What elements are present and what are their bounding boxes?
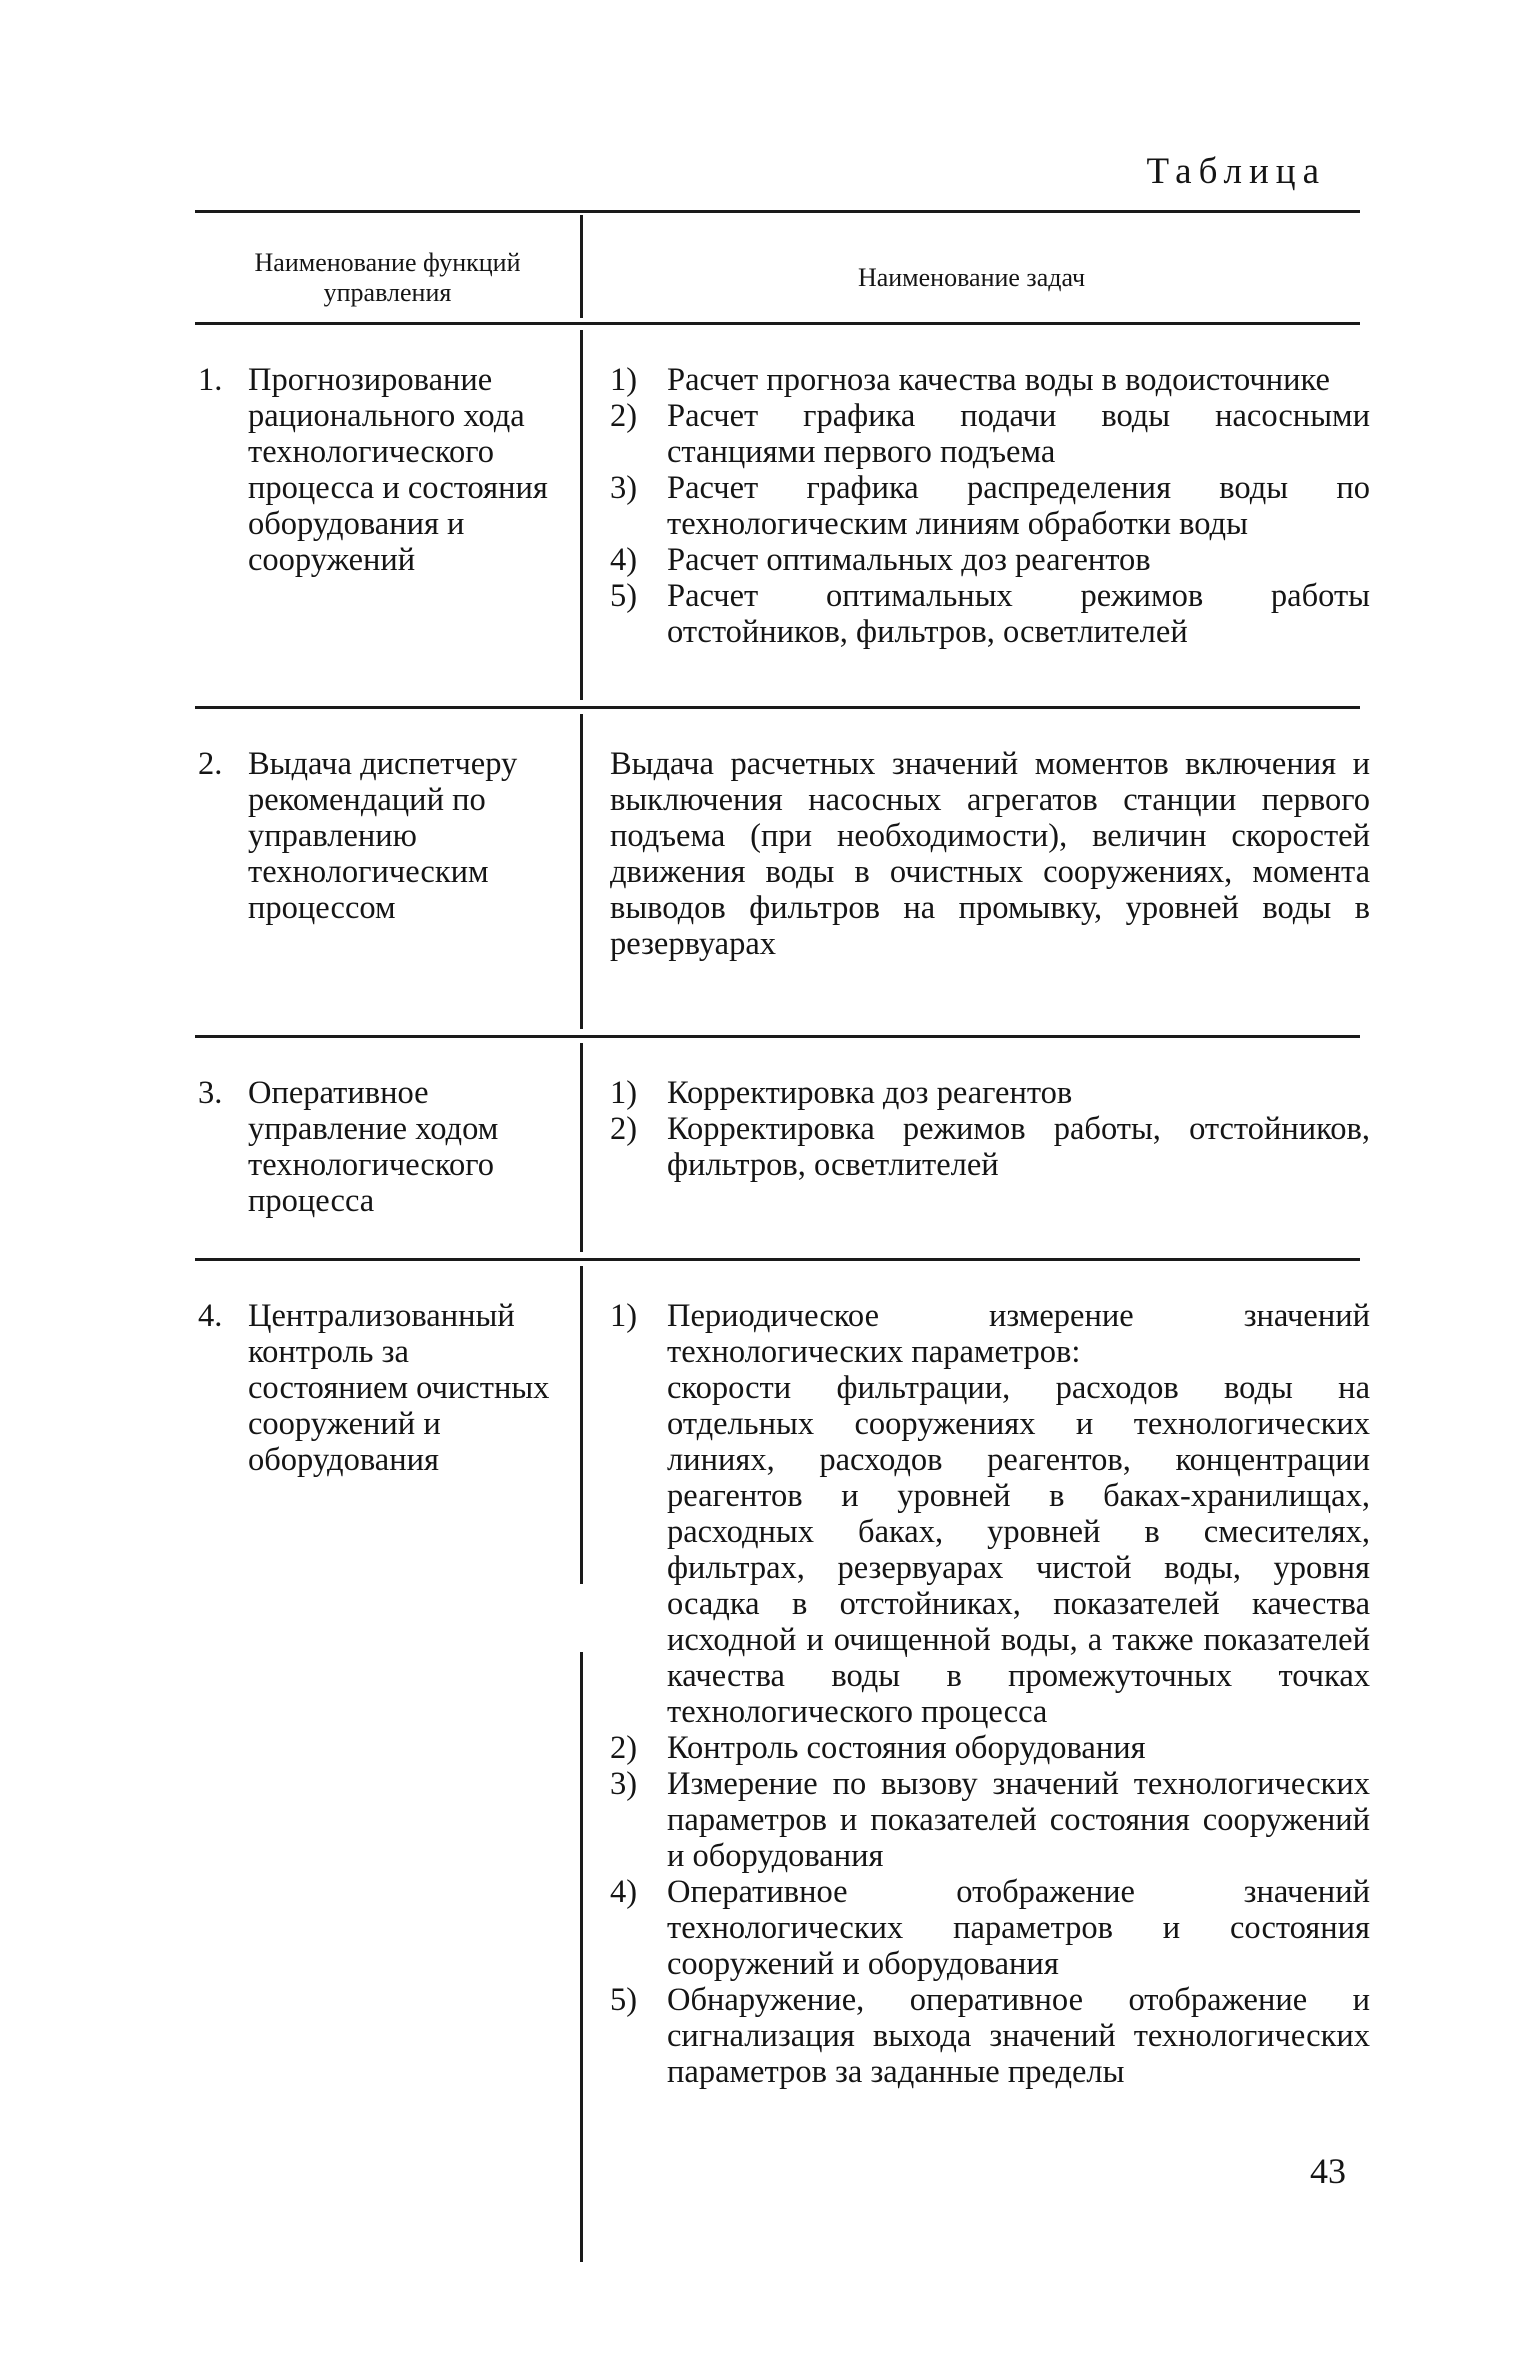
- row-1-bottom-rule: [195, 706, 1360, 709]
- table-top-rule: [195, 210, 1360, 213]
- row-3-function: [198, 1075, 560, 1219]
- row-3-number: 3.: [198, 1075, 223, 1111]
- row-2-function-text: Выдача диспетчеру рекомендаций по управлению технологическим процессом: [248, 746, 518, 926]
- row-1-function-text: Прогнозирование рационального хода технологического процесса и состояния оборудования и сооружений: [248, 362, 548, 578]
- row-2-bottom-rule: [195, 1035, 1360, 1038]
- row-4-tasks: [610, 1298, 1370, 2090]
- row-4-function-text: Централизованный контроль за состоянием очистных сооружений и оборудования: [248, 1298, 550, 1478]
- task-item: 2) Корректировка режимов работы, отстойников, фильтров, осветлителей: [610, 1111, 1370, 1183]
- task-item: 1) Корректировка доз реагентов: [610, 1075, 1073, 1111]
- task-item: 1) Периодическое измерение значений технологических параметров: скорости фильтрации, расходов воды на отдельных сооружениях и технологических линиях, расходов реагентов, концентрации реагентов и уровней в баках-хранилищах, расходных баках, уровней в смесителях, фильтрах, резервуарах чистой воды, уровня осадка в отстойниках, показателей качества исходной и очищенной воды, а также показателей качества воды в промежуточных точках технологического процесса: [610, 1298, 1370, 1730]
- task-item: 3) Расчет графика распределения воды по технологическим линиям обработки воды: [610, 470, 1370, 542]
- header-functions-label: Наименование функций управления: [254, 248, 521, 307]
- task-item: 2) Контроль состояния оборудования: [610, 1730, 1146, 1766]
- column-divider-row-1: [580, 330, 583, 700]
- column-divider-row-4-lower: [580, 1652, 583, 2262]
- row-3-bottom-rule: [195, 1258, 1360, 1261]
- task-item: 2) Расчет графика подачи воды насосными станциями первого подъема: [610, 398, 1370, 470]
- row-3-tasks: [610, 1075, 1370, 1183]
- row-2-number: 2.: [198, 746, 223, 782]
- header-tasks: [583, 238, 1360, 318]
- table-caption: Таблица: [1146, 151, 1326, 192]
- column-divider-row-4: [580, 1266, 583, 1584]
- row-1-number: 1.: [198, 362, 223, 398]
- row-1-tasks: [610, 362, 1370, 650]
- row-2-task-text: Выдача расчетных значений моментов включения и выключения насосных агрегатов станции первого подъема (при необходимости), величин скоростей движения воды в очистных сооружениях, момента выводов фильтров на промывку, уровней воды в резервуарах: [610, 746, 1370, 962]
- row-1-function: [198, 362, 560, 578]
- header-functions: [195, 238, 580, 318]
- header-tasks-label: Наименование задач: [857, 263, 1086, 292]
- task-item-detail: скорости фильтрации, расходов воды на отдельных сооружениях и технологических линиях, расходов реагентов, концентрации реагентов и уровней в баках-хранилищах, расходных баках, уровней в смесителях, фильтрах, резервуарах чистой воды, уровня осадка в отстойниках, показателей качества исходной и очищенной воды, а также показателей качества воды в промежуточных точках технологического процесса: [667, 1370, 1370, 1730]
- column-divider-row-3: [580, 1043, 583, 1252]
- task-item: 4) Оперативное отображение значений технологических параметров и состояния сооружений и оборудования: [610, 1874, 1370, 1982]
- task-item: 5) Расчет оптимальных режимов работы отстойников, фильтров, осветлителей: [610, 578, 1370, 650]
- header-bottom-rule: [195, 322, 1360, 325]
- column-divider-row-2: [580, 714, 583, 1029]
- row-2-function: [198, 746, 560, 926]
- task-item: 3) Измерение по вызову значений технологических параметров и показателей состояния сооружений и оборудования: [610, 1766, 1370, 1874]
- task-item: 5) Обнаружение, оперативное отображение и сигнализация выхода значений технологических параметров за заданные пределы: [610, 1982, 1370, 2090]
- row-2-tasks: [610, 746, 1370, 962]
- page-number: 43: [1310, 2151, 1346, 2191]
- task-item: 1) Расчет прогноза качества воды в водоисточнике: [610, 362, 1330, 398]
- row-4-function: [198, 1298, 560, 1478]
- row-4-number: 4.: [198, 1298, 223, 1334]
- task-item: 4) Расчет оптимальных доз реагентов: [610, 542, 1151, 578]
- row-3-function-text: Оперативное управление ходом технологического процесса: [248, 1075, 499, 1219]
